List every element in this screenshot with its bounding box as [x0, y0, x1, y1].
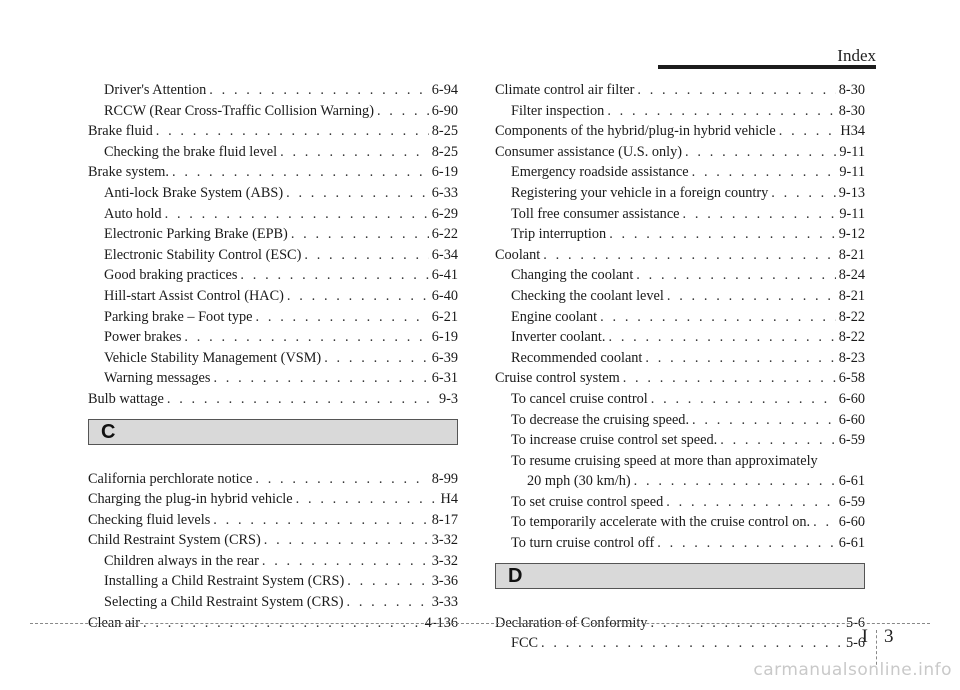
index-entry-page: H34	[840, 123, 865, 140]
section-header-c	[88, 419, 458, 445]
index-entry-page: 8-25	[431, 123, 458, 140]
index-entry-label: Child Restraint System (CRS)	[88, 532, 261, 549]
index-entry	[88, 592, 458, 613]
index-entry	[88, 101, 458, 122]
dot-leader	[541, 633, 843, 654]
index-entry	[88, 551, 458, 572]
left-entries-c	[88, 469, 458, 634]
index-entry	[495, 101, 865, 122]
index-entry-page: 6-40	[431, 287, 458, 304]
section-letter-d: D	[508, 564, 523, 587]
dot-leader	[720, 430, 836, 451]
index-entry-label: To resume cruising speed at more than approximately	[511, 452, 818, 469]
index-entry-page: 3-32	[431, 552, 458, 569]
footer-section-label: I	[861, 626, 868, 647]
index-entry-page: 8-24	[838, 267, 865, 284]
dot-leader	[667, 286, 836, 307]
index-entry-label: Brake fluid	[88, 123, 153, 140]
index-entry-label: Checking fluid levels	[88, 511, 211, 528]
index-entry-page: 6-19	[431, 164, 458, 181]
dot-leader	[262, 551, 429, 572]
index-entry-label: Driver's Attention	[104, 82, 207, 98]
index-entry	[495, 204, 865, 225]
dot-leader	[543, 245, 836, 266]
index-entry	[495, 633, 865, 654]
index-entry-page: 3-36	[431, 573, 458, 590]
index-entry	[88, 368, 458, 389]
index-entry	[88, 307, 458, 328]
index-entry	[88, 80, 458, 101]
dot-leader	[296, 489, 438, 510]
index-entry-label: Electronic Stability Control (ESC)	[104, 246, 302, 263]
dot-leader	[347, 571, 429, 592]
dot-leader	[165, 204, 429, 225]
index-entry	[88, 142, 458, 163]
index-entry-page: 8-30	[838, 102, 865, 119]
right-column	[495, 80, 865, 654]
index-entry-label: Emergency roadside assistance	[511, 164, 689, 181]
dot-leader	[607, 101, 835, 122]
dot-leader	[324, 348, 429, 369]
footer-rule	[30, 623, 930, 624]
index-entry	[88, 348, 458, 369]
index-entry-page: 9-11	[839, 164, 865, 181]
index-entry-label: Checking the brake fluid level	[104, 143, 278, 160]
index-entry-page: 6-59	[838, 432, 865, 449]
right-entries-c	[495, 80, 865, 554]
index-entry	[495, 430, 865, 451]
index-entry-label: To temporarily accelerate with the cruise control on.	[511, 514, 811, 531]
dot-leader	[600, 307, 836, 328]
index-entry-label: Trip interruption	[511, 226, 607, 243]
index-entry	[495, 286, 865, 307]
dot-leader	[637, 80, 835, 101]
index-entry-label: Changing the coolant	[511, 267, 634, 284]
index-entry	[495, 512, 865, 533]
dot-leader	[634, 471, 836, 492]
dot-leader	[377, 101, 429, 122]
index-entry-page: 8-99	[431, 470, 458, 487]
index-entry-page: 6-60	[838, 514, 865, 531]
dot-leader	[156, 121, 429, 142]
index-entry-label: Components of the hybrid/plug-in hybrid vehicle	[495, 123, 776, 140]
section-header-d	[495, 563, 865, 589]
index-entry-page: 6-58	[838, 370, 865, 387]
section-letter-c: C	[101, 420, 116, 443]
index-entry-page: 6-31	[431, 370, 458, 387]
watermark-text: carmanualsonline.info	[753, 660, 952, 680]
index-entry-label: Checking the coolant level	[511, 287, 664, 304]
index-entry-page: 6-59	[838, 493, 865, 510]
index-entry-label: To set cruise control speed	[511, 493, 664, 510]
index-entry	[88, 224, 458, 245]
index-entry	[495, 142, 865, 163]
index-entry	[495, 265, 865, 286]
dot-leader	[692, 410, 836, 431]
index-entry-label: FCC	[511, 635, 539, 652]
footer-page-number: 3	[884, 626, 894, 647]
index-entry-label: Good braking practices	[104, 267, 238, 284]
index-entry-label: Inverter coolant.	[511, 329, 606, 346]
index-entry	[88, 245, 458, 266]
index-entry	[88, 571, 458, 592]
index-entry	[495, 245, 865, 266]
index-entry-page: 6-22	[431, 226, 458, 243]
index-entry-page: 8-30	[838, 82, 865, 98]
index-entry-page: H4	[440, 491, 458, 508]
index-entry-label: To cancel cruise control	[511, 390, 648, 407]
index-entry-page: 8-23	[838, 349, 865, 366]
index-entry-label: Brake system.	[88, 164, 169, 181]
dot-leader	[213, 368, 428, 389]
dot-leader	[291, 224, 429, 245]
dot-leader	[264, 530, 429, 551]
index-entry-page: 4-136	[424, 614, 458, 631]
index-entry-label: Cruise control system	[495, 370, 620, 387]
index-entry	[495, 348, 865, 369]
index-entry	[495, 307, 865, 328]
dot-leader	[280, 142, 429, 163]
dot-leader	[608, 327, 835, 348]
index-entry-page: 6-39	[431, 349, 458, 366]
dot-leader	[779, 121, 838, 142]
index-entry	[88, 489, 458, 510]
index-entry-page: 3-33	[431, 594, 458, 611]
index-entry-page: 9-12	[838, 226, 865, 243]
dot-leader	[286, 183, 429, 204]
index-entry-label: Selecting a Child Restraint System (CRS)	[104, 594, 344, 611]
index-entry-page: 6-90	[431, 102, 458, 119]
index-entry-label: Power brakes	[104, 329, 182, 346]
index-entry-label: To decrease the cruising speed.	[511, 411, 690, 428]
index-entry-page: 6-21	[431, 308, 458, 325]
index-entry-page: 5-6	[845, 614, 865, 631]
index-entry-label: Recommended coolant	[511, 349, 643, 366]
index-entry-page: 8-22	[838, 329, 865, 346]
index-entry	[88, 389, 458, 410]
index-entry	[495, 80, 865, 101]
index-entry-label: Children always in the rear	[104, 552, 259, 569]
index-entry-label: Bulb wattage	[88, 390, 164, 407]
index-entry	[88, 162, 458, 183]
dot-leader	[167, 389, 436, 410]
index-entry-label: Vehicle Stability Management (VSM)	[104, 349, 322, 366]
index-entry-label: California perchlorate notice	[88, 470, 253, 487]
left-entries-b	[88, 80, 458, 410]
index-entry-page: 6-61	[838, 473, 865, 490]
index-entry-label: RCCW (Rear Cross-Traffic Collision Warning)	[104, 102, 374, 119]
index-entry-page: 5-6	[845, 635, 865, 652]
index-entry-label: Climate control air filter	[495, 82, 635, 98]
index-entry-label: Hill-start Assist Control (HAC)	[104, 287, 284, 304]
index-entry-page: 6-94	[431, 82, 458, 98]
index-entry-page: 6-33	[431, 184, 458, 201]
index-entry	[495, 492, 865, 513]
dot-leader	[287, 286, 429, 307]
index-entry-page: 9-11	[839, 205, 865, 222]
left-column	[88, 80, 458, 633]
index-entry-page: 3-32	[431, 532, 458, 549]
index-entry-page: 8-22	[838, 308, 865, 325]
dot-leader	[256, 307, 429, 328]
index-entry	[495, 389, 865, 410]
dot-leader	[346, 592, 428, 613]
index-entry-page: 8-25	[431, 143, 458, 160]
dot-leader	[771, 183, 836, 204]
index-entry	[495, 327, 865, 348]
dot-leader	[813, 512, 836, 533]
index-entry-label: Electronic Parking Brake (EPB)	[104, 226, 288, 243]
index-entry	[88, 265, 458, 286]
dot-leader	[683, 204, 837, 225]
index-entry-label: Auto hold	[104, 205, 162, 222]
page-header-title: Index	[837, 46, 876, 65]
dot-leader	[645, 348, 835, 369]
index-entry-page: 9-3	[438, 390, 458, 407]
index-entry	[495, 451, 865, 472]
index-entry-page: 6-19	[431, 329, 458, 346]
index-entry-page: 6-41	[431, 267, 458, 284]
index-entry-label: 20 mph (30 km/h)	[527, 473, 631, 490]
index-entry	[495, 224, 865, 245]
index-entry	[495, 162, 865, 183]
index-entry	[495, 121, 865, 142]
index-entry-label: Installing a Child Restraint System (CRS)	[104, 573, 345, 590]
index-entry-page: 8-21	[838, 287, 865, 304]
dot-leader	[636, 265, 835, 286]
index-entry-label: To increase cruise control set speed.	[511, 432, 718, 449]
index-entry	[495, 471, 865, 492]
index-entry	[495, 410, 865, 431]
index-entry-page: 8-21	[838, 246, 865, 263]
dot-leader	[184, 327, 428, 348]
dot-leader	[685, 142, 836, 163]
index-entry-page: 8-17	[431, 511, 458, 528]
dot-leader	[172, 162, 429, 183]
index-entry	[88, 183, 458, 204]
index-entry-label: Warning messages	[104, 370, 211, 387]
index-entry-page: 9-13	[838, 184, 865, 201]
index-entry-label: Toll free consumer assistance	[511, 205, 680, 222]
index-entry-label: Charging the plug-in hybrid vehicle	[88, 491, 293, 508]
index-entry-page: 6-60	[838, 390, 865, 407]
index-entry	[88, 121, 458, 142]
index-entry-label: To turn cruise control off	[511, 535, 655, 552]
index-entry	[88, 530, 458, 551]
index-entry-label: Engine coolant	[511, 308, 598, 325]
index-entry-page: 6-29	[431, 205, 458, 222]
index-entry-label: Coolant	[495, 246, 541, 263]
index-entry-label: Anti-lock Brake System (ABS)	[104, 184, 284, 201]
index-entry	[88, 204, 458, 225]
dot-leader	[692, 162, 837, 183]
dot-leader	[255, 469, 428, 490]
dot-leader	[240, 265, 428, 286]
dot-leader	[209, 80, 429, 101]
index-entry-label: Registering your vehicle in a foreign country	[511, 184, 769, 201]
dot-leader	[657, 533, 836, 554]
index-entry-page: 6-61	[838, 535, 865, 552]
dot-leader	[213, 510, 428, 531]
dot-leader	[651, 389, 836, 410]
index-entry-label: Parking brake – Foot type	[104, 308, 253, 325]
index-entry-label: Filter inspection	[511, 102, 605, 119]
dot-leader	[666, 492, 836, 513]
index-entry	[495, 533, 865, 554]
index-entry	[495, 368, 865, 389]
index-entry-page: 6-60	[838, 411, 865, 428]
index-entry	[495, 183, 865, 204]
right-entries-d	[495, 613, 865, 654]
dot-leader	[304, 245, 428, 266]
index-entry	[88, 286, 458, 307]
index-entry-label: Declaration of Conformity	[495, 614, 648, 631]
header-rule	[658, 65, 876, 69]
index-entry-label: Consumer assistance (U.S. only)	[495, 143, 683, 160]
dot-leader	[609, 224, 836, 245]
index-entry	[88, 469, 458, 490]
index-entry-page: 6-34	[431, 246, 458, 263]
index-entry-page: 9-11	[839, 143, 865, 160]
dot-leader	[623, 368, 836, 389]
index-entry	[88, 327, 458, 348]
index-entry-label: Clean air	[88, 614, 141, 631]
index-entry	[88, 510, 458, 531]
